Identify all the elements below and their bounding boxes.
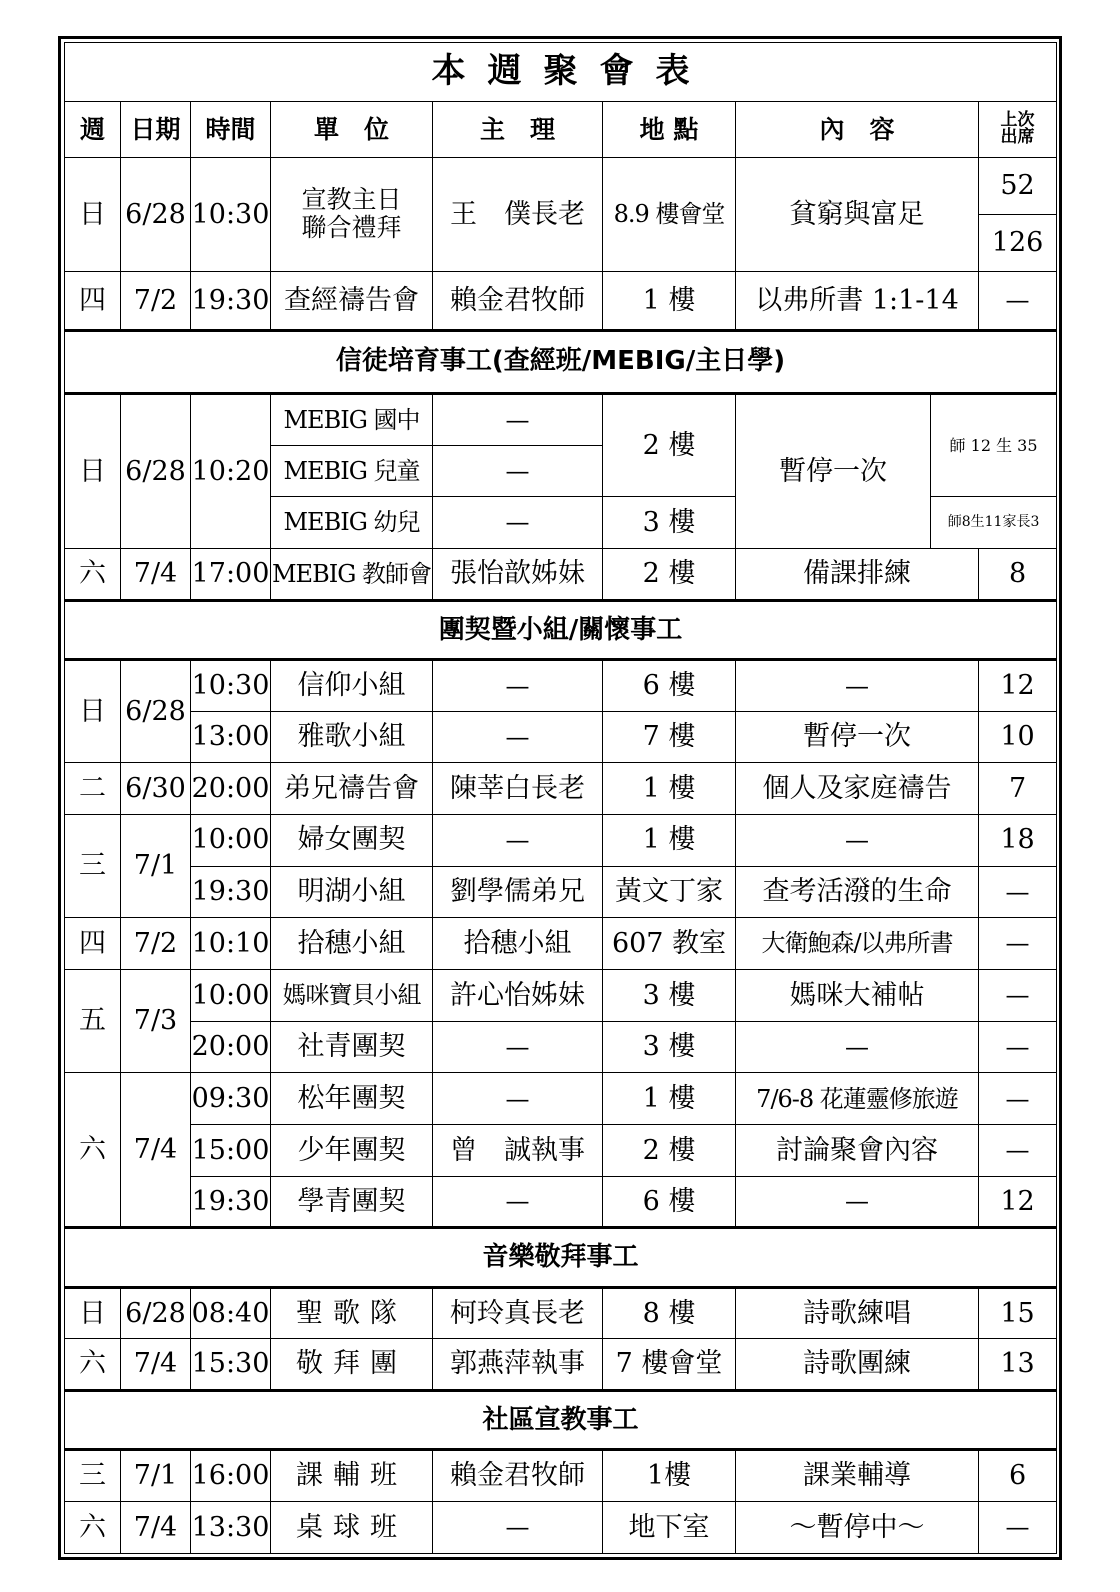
time-cell: 19:30: [191, 866, 271, 918]
place-cell: 1 樓: [603, 763, 736, 815]
place-cell: 7 樓會堂: [603, 1339, 736, 1391]
attendance-cell: —: [979, 272, 1057, 330]
attendance-cell: 7: [979, 763, 1057, 815]
header-date: 日期: [121, 102, 191, 157]
attendance-cell: 13: [979, 1339, 1057, 1391]
content-cell: 貧窮與富足: [736, 157, 979, 272]
host-cell: —: [433, 393, 603, 445]
unit-cell: 聖歌隊: [271, 1287, 433, 1339]
content-cell: 大衛鮑森/以弗所書: [736, 918, 979, 970]
host-cell: —: [433, 445, 603, 497]
content-cell: 媽咪大補帖: [736, 970, 979, 1022]
time-cell: 16:00: [191, 1450, 271, 1502]
week-cell: 四: [65, 272, 121, 330]
section-title-community: 社區宣教事工: [65, 1391, 1057, 1450]
unit-cell: 信仰小組: [271, 659, 433, 711]
date-cell: 6/28: [121, 659, 191, 762]
date-cell: 6/28: [121, 393, 191, 548]
unit-cell: 弟兄禱告會: [271, 763, 433, 815]
attendance-cell: —: [979, 866, 1057, 918]
attendance-cell: 12: [979, 659, 1057, 711]
content-cell: 暫停一次: [736, 711, 979, 763]
table-row: [65, 763, 1057, 815]
attendance-cell: —: [979, 970, 1057, 1022]
table-row: [65, 1450, 1057, 1502]
host-cell: 郭燕萍執事: [433, 1339, 603, 1391]
unit-cell: MEBIG 幼兒: [271, 497, 433, 549]
date-cell: 7/2: [121, 272, 191, 330]
schedule-sheet: [58, 36, 1062, 1560]
header-host: 主 理: [433, 102, 603, 157]
unit-cell: 婦女團契: [271, 815, 433, 867]
host-cell: 賴金君牧師: [433, 1450, 603, 1502]
week-cell: 二: [65, 763, 121, 815]
host-cell: —: [433, 1502, 603, 1554]
table-row: [65, 1125, 1057, 1177]
attendance-cell: 126: [979, 214, 1057, 271]
time-cell: 10:30: [191, 157, 271, 272]
week-cell: 五: [65, 970, 121, 1073]
table-row: [65, 866, 1057, 918]
place-cell: 3 樓: [603, 970, 736, 1022]
attendance-cell: —: [979, 1073, 1057, 1125]
time-cell: 19:30: [191, 272, 271, 330]
place-cell: 8 樓: [603, 1287, 736, 1339]
unit-cell: 拾穗小組: [271, 918, 433, 970]
unit-cell: 少年團契: [271, 1125, 433, 1177]
unit-cell: 社青團契: [271, 1021, 433, 1073]
content-cell: 課業輔導: [736, 1450, 979, 1502]
page-title: 本週聚會表: [65, 43, 1057, 102]
section-title-music: 音樂敬拜事工: [65, 1228, 1057, 1287]
header-week: 週: [65, 102, 121, 157]
unit-cell: 媽咪寶貝小組: [271, 970, 433, 1022]
attendance-cell: 52: [979, 157, 1057, 214]
time-cell: 10:00: [191, 815, 271, 867]
content-cell: —: [736, 659, 979, 711]
table-row: [65, 548, 1057, 600]
attendance-cell: 8: [979, 548, 1057, 600]
week-cell: 日: [65, 1287, 121, 1339]
place-cell: 2 樓: [603, 393, 736, 496]
content-cell: 暫停一次: [736, 393, 931, 548]
header-prev-attendance: 上次 出席: [979, 102, 1057, 157]
week-cell: 三: [65, 1450, 121, 1502]
time-cell: 20:00: [191, 1021, 271, 1073]
content-cell: —: [736, 1021, 979, 1073]
unit-cell: 課輔班: [271, 1450, 433, 1502]
time-cell: 10:30: [191, 659, 271, 711]
content-cell: 以弗所書 1:1-14: [736, 272, 979, 330]
unit-cell: MEBIG 教師會: [271, 548, 433, 600]
host-cell: —: [433, 815, 603, 867]
content-cell: 7/6-8 花蓮靈修旅遊: [736, 1073, 979, 1125]
date-cell: 6/28: [121, 157, 191, 272]
date-cell: 7/4: [121, 1073, 191, 1228]
date-cell: 7/2: [121, 918, 191, 970]
place-cell: 3 樓: [603, 1021, 736, 1073]
content-cell: ～暫停中～: [736, 1502, 979, 1554]
place-cell: 2 樓: [603, 548, 736, 600]
attendance-cell: 18: [979, 815, 1057, 867]
attendance-cell: 6: [979, 1450, 1057, 1502]
unit-cell: MEBIG 國中: [271, 393, 433, 445]
place-cell: 1 樓: [603, 815, 736, 867]
host-cell: 王 僕長老: [433, 157, 603, 272]
table-row: [65, 970, 1057, 1022]
table-row: [65, 1021, 1057, 1073]
date-cell: 7/4: [121, 548, 191, 600]
host-cell: 張怡歆姊妹: [433, 548, 603, 600]
date-cell: 7/4: [121, 1339, 191, 1391]
week-cell: 四: [65, 918, 121, 970]
date-cell: 7/4: [121, 1502, 191, 1554]
header-content: 內 容: [736, 102, 979, 157]
week-cell: 日: [65, 157, 121, 272]
host-cell: —: [433, 711, 603, 763]
week-cell: 六: [65, 1073, 121, 1228]
host-cell: —: [433, 497, 603, 549]
content-cell: —: [736, 1176, 979, 1228]
time-cell: 17:00: [191, 548, 271, 600]
time-cell: 09:30: [191, 1073, 271, 1125]
week-cell: 六: [65, 1502, 121, 1554]
place-cell: 6 樓: [603, 659, 736, 711]
table-row: [65, 1176, 1057, 1228]
date-cell: 7/3: [121, 970, 191, 1073]
attendance-cell: —: [979, 1021, 1057, 1073]
table-row: [65, 659, 1057, 711]
host-cell: —: [433, 1021, 603, 1073]
header-place: 地 點: [603, 102, 736, 157]
time-cell: 10:00: [191, 970, 271, 1022]
attendance-cell: 12: [979, 1176, 1057, 1228]
host-cell: —: [433, 1073, 603, 1125]
unit-cell: 學青團契: [271, 1176, 433, 1228]
table-row: [65, 711, 1057, 763]
table-row: [65, 393, 1057, 445]
host-cell: 柯玲真長老: [433, 1287, 603, 1339]
time-cell: 15:30: [191, 1339, 271, 1391]
table-row: [65, 272, 1057, 330]
week-cell: 六: [65, 1339, 121, 1391]
header-time: 時間: [191, 102, 271, 157]
time-cell: 10:10: [191, 918, 271, 970]
table-row: [65, 1287, 1057, 1339]
table-row: [65, 1502, 1057, 1554]
time-cell: 13:30: [191, 1502, 271, 1554]
attendance-cell: 10: [979, 711, 1057, 763]
time-cell: 19:30: [191, 1176, 271, 1228]
host-cell: —: [433, 1176, 603, 1228]
week-cell: 日: [65, 659, 121, 762]
unit-cell: 雅歌小組: [271, 711, 433, 763]
content-cell: —: [736, 815, 979, 867]
place-cell: 2 樓: [603, 1125, 736, 1177]
unit-cell: 桌球班: [271, 1502, 433, 1554]
place-cell: 1樓: [603, 1450, 736, 1502]
unit-cell: 宣教主日 聯合禮拜: [271, 157, 433, 272]
time-cell: 15:00: [191, 1125, 271, 1177]
time-cell: 08:40: [191, 1287, 271, 1339]
host-cell: 陳莘白長老: [433, 763, 603, 815]
week-cell: 日: [65, 393, 121, 548]
attendance-cell: —: [979, 1502, 1057, 1554]
header-unit: 單 位: [271, 102, 433, 157]
header-row: [65, 102, 1057, 157]
place-cell: 1 樓: [603, 272, 736, 330]
host-cell: 許心怡姊妹: [433, 970, 603, 1022]
place-cell: 1 樓: [603, 1073, 736, 1125]
date-cell: 6/30: [121, 763, 191, 815]
table-row: [65, 1339, 1057, 1391]
host-cell: 賴金君牧師: [433, 272, 603, 330]
time-cell: 10:20: [191, 393, 271, 548]
table-row: [65, 918, 1057, 970]
content-cell: 詩歌練唱: [736, 1287, 979, 1339]
content-cell: 詩歌團練: [736, 1339, 979, 1391]
place-cell: 地下室: [603, 1502, 736, 1554]
place-cell: 3 樓: [603, 497, 736, 549]
table-row: [65, 1073, 1057, 1125]
date-cell: 7/1: [121, 815, 191, 918]
table-row: [65, 157, 1057, 214]
time-cell: 13:00: [191, 711, 271, 763]
content-cell: 備課排練: [736, 548, 979, 600]
attendance-cell: 師8生11家長3: [931, 497, 1057, 549]
content-cell: 查考活潑的生命: [736, 866, 979, 918]
attendance-cell: 師 12 生 35: [931, 393, 1057, 496]
host-cell: 拾穗小組: [433, 918, 603, 970]
attendance-cell: —: [979, 918, 1057, 970]
attendance-cell: 15: [979, 1287, 1057, 1339]
content-cell: 討論聚會內容: [736, 1125, 979, 1177]
time-cell: 20:00: [191, 763, 271, 815]
content-cell: 個人及家庭禱告: [736, 763, 979, 815]
unit-cell: 松年團契: [271, 1073, 433, 1125]
place-cell: 6 樓: [603, 1176, 736, 1228]
place-cell: 7 樓: [603, 711, 736, 763]
date-cell: 7/1: [121, 1450, 191, 1502]
host-cell: —: [433, 659, 603, 711]
week-cell: 三: [65, 815, 121, 918]
table-row: [65, 815, 1057, 867]
place-cell: 8.9 樓會堂: [603, 157, 736, 272]
unit-cell: 敬拜團: [271, 1339, 433, 1391]
host-cell: 曾 誠執事: [433, 1125, 603, 1177]
unit-cell: MEBIG 兒童: [271, 445, 433, 497]
host-cell: 劉學儒弟兄: [433, 866, 603, 918]
unit-cell: 查經禱告會: [271, 272, 433, 330]
unit-cell: 明湖小組: [271, 866, 433, 918]
section-title-fellowship: 團契暨小組/關懷事工: [65, 600, 1057, 659]
place-cell: 黃文丁家: [603, 866, 736, 918]
week-cell: 六: [65, 548, 121, 600]
attendance-cell: —: [979, 1125, 1057, 1177]
section-title-discipleship: 信徒培育事工(查經班/MEBIG/主日學): [65, 330, 1057, 393]
place-cell: 607 教室: [603, 918, 736, 970]
date-cell: 6/28: [121, 1287, 191, 1339]
weekly-meeting-table: [64, 42, 1057, 1554]
